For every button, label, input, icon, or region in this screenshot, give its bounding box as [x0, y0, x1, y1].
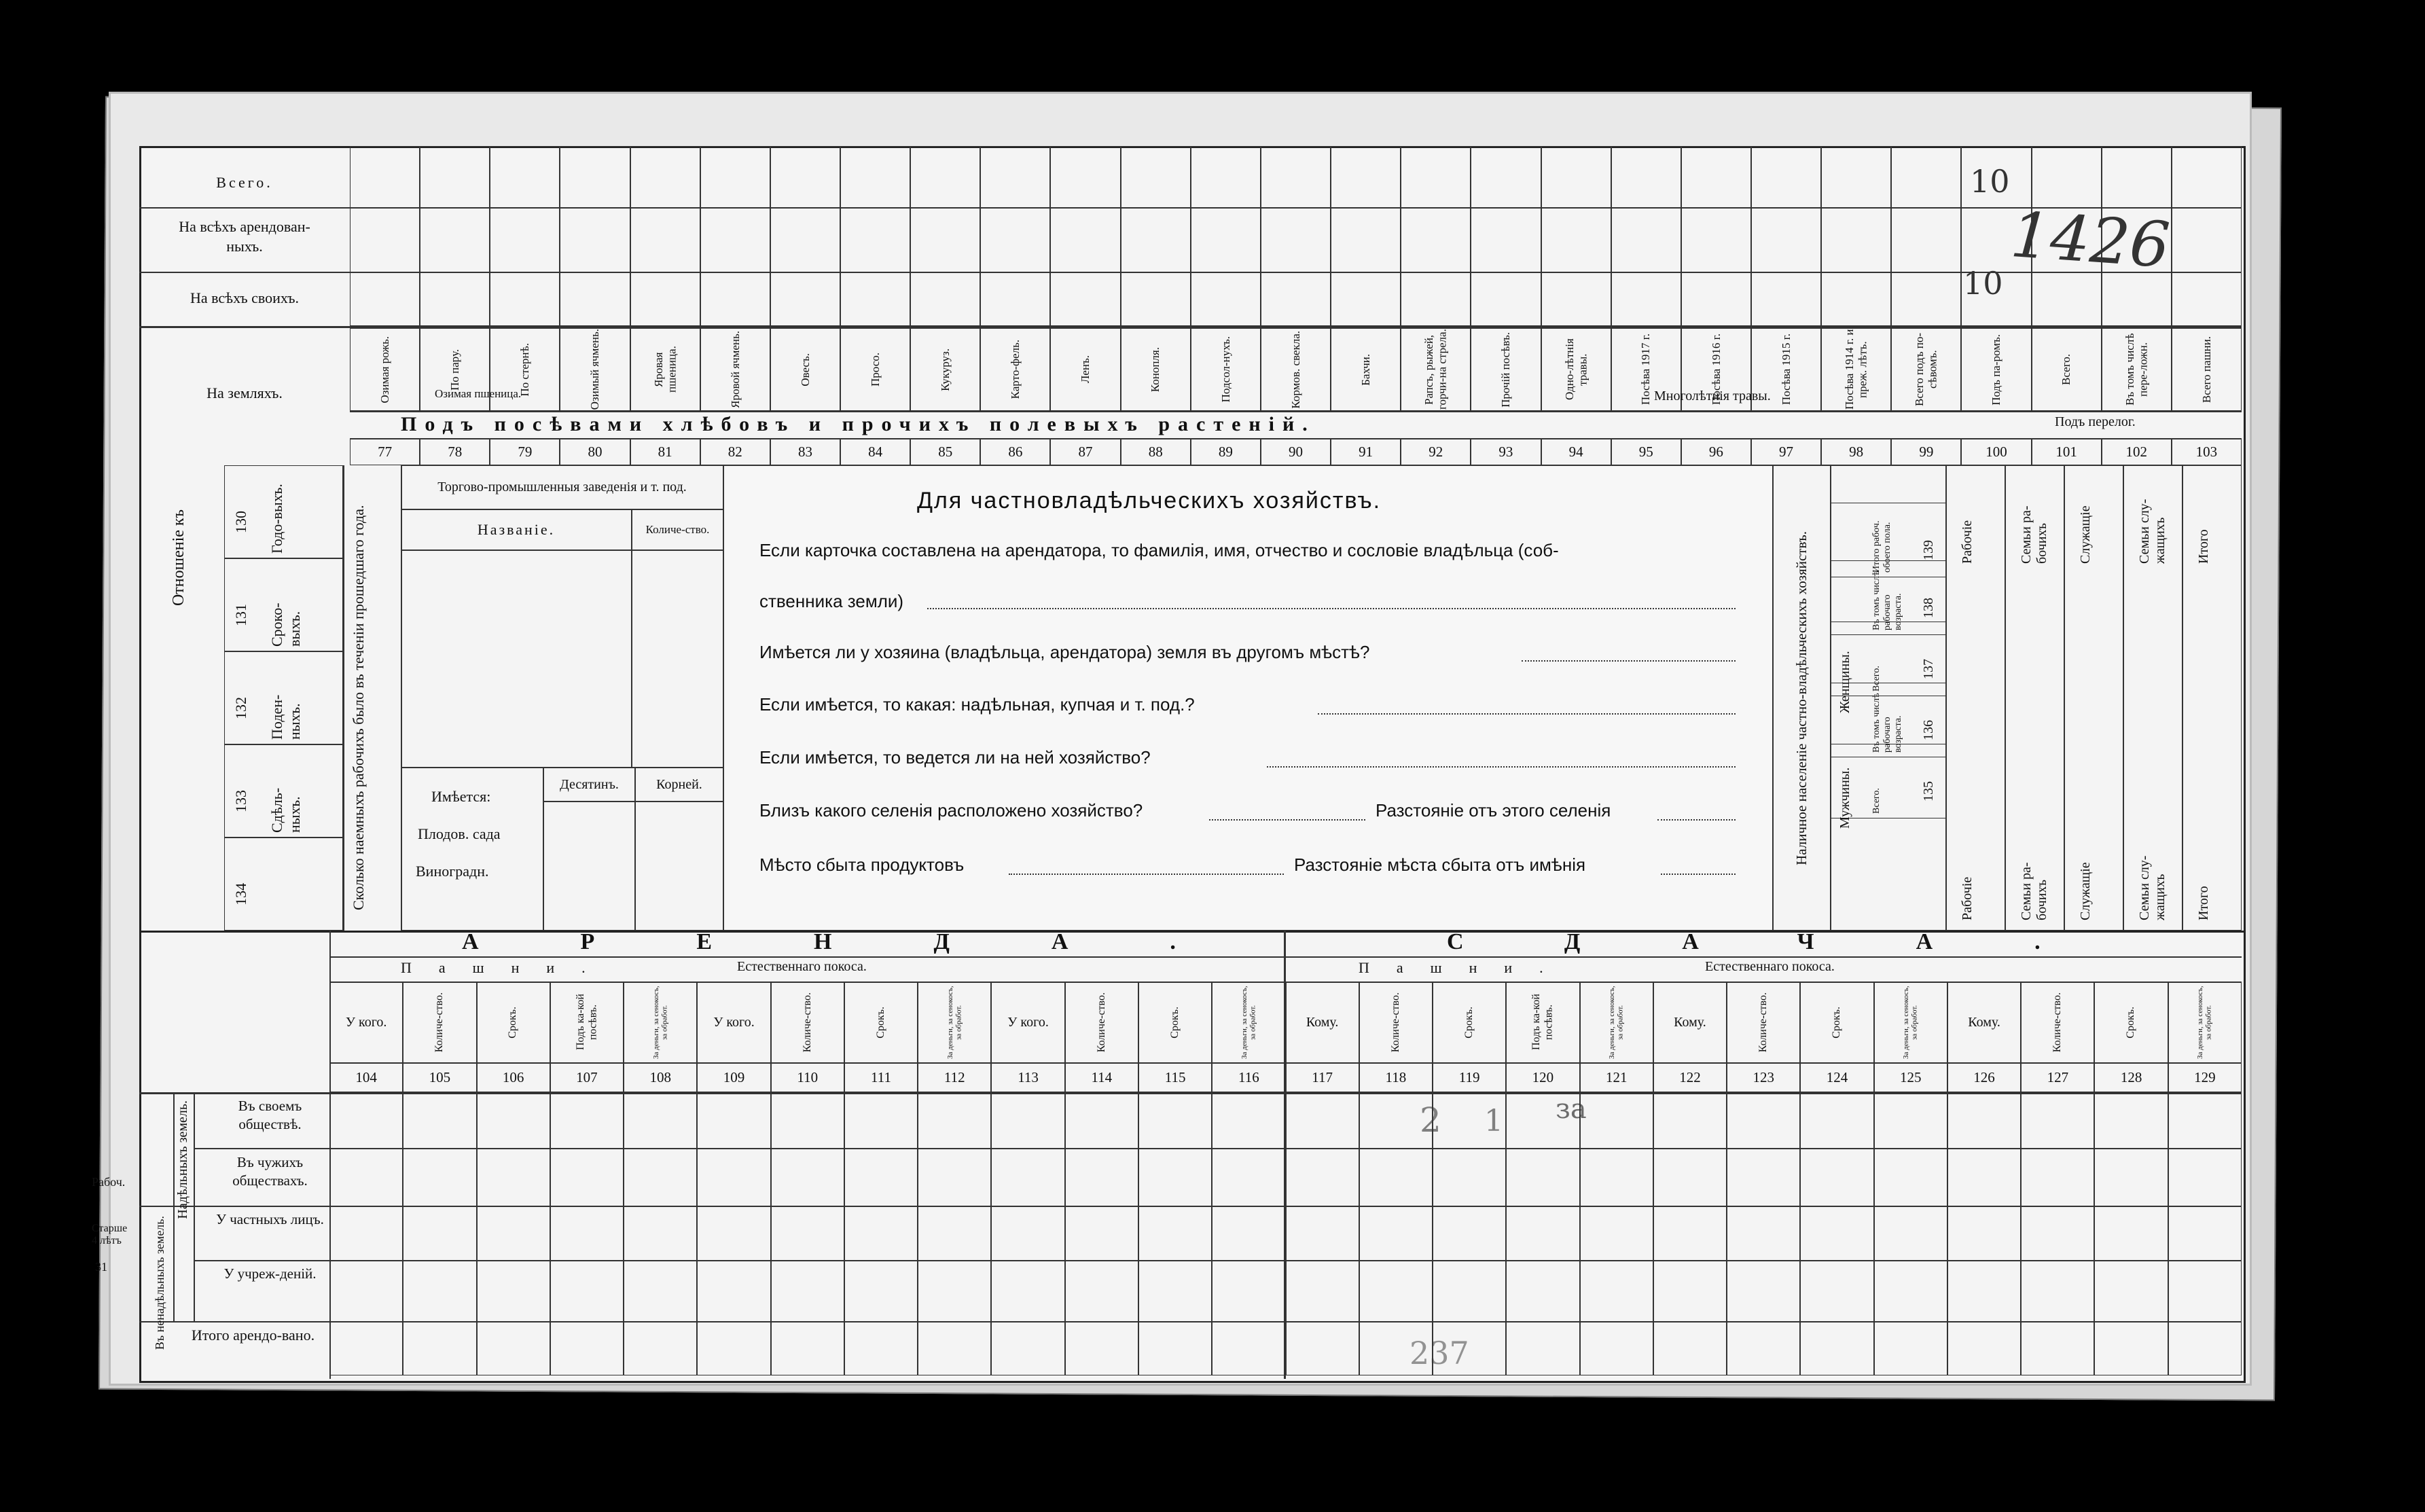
question-3: Если имѣется, то какая: надѣльная, купчая и т. под.? [759, 694, 1195, 715]
top-col-number-24: 100 [1961, 438, 2031, 465]
row-label-rented: На всѣхъ арендован- ныхъ. [179, 218, 310, 255]
bottom-col-number-18: 121 [1580, 1063, 1653, 1092]
top-col-number-20: 96 [1681, 438, 1751, 465]
top-col-number-11: 87 [1050, 438, 1120, 465]
bottom-col-header-15 [1359, 982, 1433, 1063]
top-col-number-13: 89 [1191, 438, 1261, 465]
has-label: Имѣется: [431, 788, 491, 805]
bottom-col-header-8 [844, 982, 918, 1063]
bottom-col-header-text: Срокъ. [2125, 1006, 2137, 1039]
bottom-col-number-26: 129 [2168, 1063, 2242, 1092]
bottom-col-number-16: 119 [1433, 1063, 1506, 1092]
bottom-col-header-text: Подъ ка-кой посѣвъ. [574, 994, 598, 1051]
bottom-col-header-text: Количе-ство. [1095, 992, 1107, 1053]
sowing-banner: Подъ посѣвами хлѣбовъ и прочихъ полевыхъ растеній. [401, 413, 1316, 435]
side-note-c: 31 [95, 1260, 107, 1274]
top-col-cell-20 [1681, 146, 1751, 326]
answer-line-3[interactable] [1318, 713, 1736, 715]
bottom-col-number-3: 106 [477, 1063, 550, 1092]
relation-label-4: Сдѣль-ныхъ. [268, 787, 303, 833]
bottom-col-header-17 [1506, 982, 1579, 1063]
top-col-header-15 [1331, 328, 1401, 411]
bottom-col-header-text: У кого. [713, 1014, 755, 1030]
top-col-header-text: Озимая рожь. [378, 336, 391, 403]
top-col-number-3: 79 [490, 438, 560, 465]
top-col-cell-13 [1191, 146, 1261, 326]
right-col-top-label-5: Итого [2196, 529, 2211, 564]
top-col-header-text: Яровая пшеница. [651, 346, 679, 393]
top-col-cell-17 [1471, 146, 1541, 326]
top-col-header-9 [910, 328, 980, 411]
bottom-col-header-text: За деньги, за сенокосъ, за обработ. [1608, 986, 1625, 1059]
bottom-col-number-4: 107 [550, 1063, 624, 1092]
pop-label-3: Всего. [1871, 666, 1882, 691]
question-6b: Разстояніе мѣста сбыта отъ имѣнія [1294, 854, 1586, 875]
orchard-label: Плодов. сада [418, 825, 501, 842]
arenda-pashni: Пашни. [401, 959, 613, 976]
top-col-number-6: 82 [700, 438, 770, 465]
top-col-header-text: Всего. [2060, 354, 2073, 385]
bottom-col-number-10: 113 [991, 1063, 1064, 1092]
top-col-number-27: 103 [2172, 438, 2242, 465]
top-col-number-23: 99 [1891, 438, 1961, 465]
top-col-cell-11 [1050, 146, 1120, 326]
top-col-header-10 [980, 328, 1050, 411]
nadel-label: Надѣльныхъ земель. [175, 1100, 190, 1219]
top-col-header-25 [2032, 328, 2102, 411]
bottom-col-number-19: 122 [1653, 1063, 1727, 1092]
top-col-number-2: 78 [420, 438, 490, 465]
top-col-cell-7 [770, 146, 840, 326]
bottom-col-header-text: Количе-ство. [433, 992, 446, 1053]
top-col-header-4 [560, 328, 630, 411]
top-col-number-9: 85 [910, 438, 980, 465]
bottom-col-header-4 [550, 982, 624, 1063]
top-col-header-text: По пару. [448, 348, 461, 391]
right-col-top-label-3: Служащіе [2078, 505, 2093, 564]
bottom-row-other-communities: Въ чужихъ обществахъ. [232, 1154, 308, 1189]
handwritten-mark-c: 237 [1409, 1335, 1469, 1371]
top-col-header-text: Всего пашни. [2199, 336, 2213, 403]
top-col-header-5 [630, 328, 700, 411]
bottom-col-number-1: 104 [329, 1063, 403, 1092]
top-col-header-13 [1191, 328, 1261, 411]
bottom-col-header-text: За деньги, за сенокосъ, за обработ. [1240, 986, 1257, 1059]
arenda-title: АРЕНДА. [462, 929, 1278, 954]
top-col-number-18: 94 [1541, 438, 1611, 465]
top-col-cell-3 [490, 146, 560, 326]
bottom-col-header-13 [1212, 982, 1285, 1063]
row-label-total: Всего. [216, 174, 273, 191]
bottom-col-header-7 [771, 982, 844, 1063]
top-col-header-24 [1961, 328, 2031, 411]
top-col-number-8: 84 [840, 438, 910, 465]
top-col-cell-23 [1891, 146, 1961, 326]
right-col-bottom-label-4: Семьи слу-жащихъ [2137, 855, 2168, 920]
top-col-cell-8 [840, 146, 910, 326]
top-col-header-text: Овесъ. [798, 353, 812, 386]
bottom-col-header-text: Срокъ. [1168, 1006, 1181, 1039]
bottom-col-header-25 [2094, 982, 2168, 1063]
dessiatin-header: Десятинъ. [543, 768, 635, 802]
handwritten-mark-a: 10 [1970, 163, 2010, 200]
handwritten-mark-e: 1 [1484, 1104, 1503, 1138]
top-col-header-23 [1891, 328, 1961, 411]
right-col-bottom-label-1: Рабочіе [1960, 876, 1975, 920]
bottom-col-header-text: Срокъ. [1462, 1006, 1475, 1039]
pop-label-4: Въ томъ числѣ рабочаго возраста. [1871, 571, 1903, 630]
bottom-col-header-text: Кому. [1968, 1014, 2000, 1030]
answer-line-4[interactable] [1267, 766, 1736, 768]
row-label-own: На всѣхъ своихъ. [190, 289, 299, 306]
bottom-col-header-22 [1874, 982, 1947, 1063]
top-col-header-text: Карто-фель. [1009, 340, 1022, 399]
pop-number-1: 135 [1921, 781, 1936, 802]
top-col-number-4: 80 [560, 438, 630, 465]
top-col-number-26: 102 [2102, 438, 2172, 465]
bottom-col-number-20: 123 [1727, 1063, 1800, 1092]
top-col-number-14: 90 [1261, 438, 1331, 465]
trade-name-header: Названіе. [401, 509, 632, 550]
question-1b: ственника земли) [759, 591, 904, 611]
bottom-col-number-22: 125 [1874, 1063, 1947, 1092]
top-col-header-text: По стернѣ. [518, 342, 532, 397]
relation-number-4: 133 [232, 790, 249, 812]
right-col-bottom-label-5: Итого [2196, 886, 2211, 920]
bottom-col-header-text: Количе-ство. [2051, 992, 2064, 1053]
top-col-cell-12 [1121, 146, 1191, 326]
bottom-col-number-9: 112 [918, 1063, 991, 1092]
bottom-row-total-rented: Итого арендо-вано. [191, 1327, 315, 1344]
bottom-row-private-persons: У частныхъ лицъ. [216, 1211, 324, 1227]
top-col-header-12 [1121, 328, 1191, 411]
bottom-col-header-text: Количе-ство. [801, 992, 813, 1053]
top-col-number-25: 101 [2032, 438, 2102, 465]
top-col-header-text: Кормов. свекла. [1289, 330, 1302, 409]
top-col-number-5: 81 [630, 438, 700, 465]
top-col-cell-10 [980, 146, 1050, 326]
top-col-number-19: 95 [1611, 438, 1681, 465]
top-col-header-text: Въ томъ числѣ пере-ложн. [2123, 333, 2150, 406]
top-col-header-text: Посѣва 1914 г. и преж. лѣтъ. [1843, 329, 1869, 410]
top-col-cell-19 [1611, 146, 1681, 326]
bottom-col-header-2 [403, 982, 476, 1063]
pop-number-5: 139 [1921, 540, 1936, 560]
handwritten-mark-f: за [1556, 1094, 1587, 1125]
sdacha-title: СДАЧА. [1447, 929, 2142, 954]
bottom-col-header-text: Подъ ка-кой посѣвъ. [1530, 994, 1555, 1051]
top-col-header-7 [770, 328, 840, 411]
question-5b: Разстояніе отъ этого селенія [1376, 800, 1611, 821]
top-col-number-17: 93 [1471, 438, 1541, 465]
bottom-col-header-16 [1433, 982, 1506, 1063]
relation-label-1: Годо-выхъ. [268, 484, 285, 554]
top-col-number-7: 83 [770, 438, 840, 465]
top-col-number-1: 77 [350, 438, 420, 465]
population-label-cell [1773, 465, 1831, 931]
wheat-group-label: Озимая пшеница. [435, 387, 522, 400]
top-col-header-17 [1471, 328, 1541, 411]
bottom-col-header-text: Количе-ство. [1389, 992, 1401, 1053]
top-col-header-6 [700, 328, 770, 411]
bottom-col-number-24: 127 [2021, 1063, 2094, 1092]
top-col-header-16 [1401, 328, 1471, 411]
bottom-col-number-25: 128 [2094, 1063, 2168, 1092]
question-4: Если имѣется, то ведется ли на ней хозяйство? [759, 747, 1151, 768]
bottom-col-number-14: 117 [1286, 1063, 1359, 1092]
top-col-header-1 [350, 328, 420, 411]
handwritten-card-number: 1426 [2008, 198, 2172, 283]
bottom-col-number-12: 115 [1138, 1063, 1212, 1092]
right-col-top-label-4: Семьи слу-жащихъ [2137, 499, 2168, 564]
bottom-col-header-18 [1580, 982, 1653, 1063]
top-col-number-12: 88 [1121, 438, 1191, 465]
top-col-header-22 [1821, 328, 1891, 411]
top-col-header-text: Подъ па-ромъ. [1990, 334, 2003, 406]
bottom-col-header-1 [329, 982, 403, 1063]
bottom-col-header-26 [2168, 982, 2242, 1063]
top-col-number-16: 92 [1401, 438, 1471, 465]
top-col-header-text: Прочій посѣвъ. [1499, 331, 1513, 408]
bottom-col-header-text: За деньги, за сенокосъ, за обработ. [651, 986, 669, 1059]
bottom-col-header-10 [991, 982, 1064, 1063]
bottom-col-header-20 [1727, 982, 1800, 1063]
trade-header: Торгово-промышленныя заведенія и т. под. [401, 465, 723, 509]
population-label: Наличное населеніе частно-владѣльческихъ хозяйствъ. [1793, 530, 1810, 865]
bottom-col-header-21 [1800, 982, 1873, 1063]
top-col-header-26 [2102, 328, 2172, 411]
top-col-cell-9 [910, 146, 980, 326]
arenda-pokos: Естественнаго покоса. [737, 959, 867, 974]
bottom-col-header-text: У кого. [1007, 1014, 1049, 1030]
bottom-col-header-23 [1947, 982, 2021, 1063]
top-col-header-text: Кукуруз. [938, 348, 952, 391]
bottom-col-header-19 [1653, 982, 1727, 1063]
perennial-group-label: Многолѣтнія травы. [1654, 389, 1771, 403]
top-col-cell-6 [700, 146, 770, 326]
side-note-a: Рабоч. [92, 1175, 126, 1189]
bottom-row-institutions: У учреж-деній. [223, 1265, 317, 1282]
top-col-header-text: Яровой ячмень. [728, 331, 742, 408]
bottom-col-header-text: За деньги, за сенокосъ, за обработ. [1902, 986, 1919, 1059]
pop-women-label: Женщины. [1837, 651, 1852, 713]
right-col-top-label-2: Семьи ра-бочихъ [2019, 505, 2049, 564]
trade-qty-header: Количе-ство. [632, 509, 723, 550]
bottom-col-number-6: 109 [697, 1063, 770, 1092]
relation-number-1: 130 [232, 511, 249, 533]
sdacha-pashni: Пашни. [1359, 959, 1570, 976]
bottom-col-header-11 [1065, 982, 1138, 1063]
roots-header: Корней. [635, 768, 723, 802]
pop-number-2: 136 [1921, 720, 1936, 740]
bottom-col-header-6 [697, 982, 770, 1063]
bottom-col-header-text: Срокъ. [1831, 1006, 1843, 1039]
fallow-group-label: Подъ перелог. [2055, 414, 2136, 429]
relation-label-3: Поден-ныхъ. [268, 694, 303, 740]
relation-number-3: 132 [232, 697, 249, 719]
top-col-header-14 [1261, 328, 1331, 411]
answer-line-6a[interactable] [1009, 874, 1284, 875]
bottom-col-header-text: Срокъ. [507, 1006, 519, 1039]
bottom-col-header-text: Кому. [1674, 1014, 1706, 1030]
pop-label-1: Всего. [1871, 788, 1882, 814]
answer-line-2[interactable] [1522, 660, 1736, 662]
top-col-number-10: 86 [980, 438, 1050, 465]
top-col-header-text: Одно-лѣтнія травы. [1562, 338, 1589, 401]
pop-label-5: Итого рабоч. обоего пола. [1871, 520, 1892, 573]
top-col-cell-1 [350, 146, 420, 326]
bottom-col-header-3 [477, 982, 550, 1063]
private-estates-title: Для частновладѣльческихъ хозяйствъ. [917, 488, 1382, 514]
vineyard-label: Виноградн. [416, 863, 489, 880]
top-col-cell-14 [1261, 146, 1331, 326]
answer-line-6b[interactable] [1661, 874, 1736, 875]
row-label-lands: На земляхъ. [206, 384, 283, 401]
top-col-header-11 [1050, 328, 1120, 411]
answer-line-5b[interactable] [1657, 819, 1736, 821]
roots-body [635, 802, 723, 931]
right-col-bottom-label-3: Служащіе [2078, 862, 2093, 920]
top-col-header-27 [2172, 328, 2242, 411]
pop-label-2: Въ томъ числѣ рабочаго возраста. [1871, 693, 1903, 753]
bottom-col-header-text: У кого. [345, 1014, 387, 1030]
question-6a: Мѣсто сбыта продуктовъ [759, 854, 965, 875]
top-col-header-text: Подсол-нухъ. [1219, 336, 1232, 403]
top-col-header-text: Посѣва 1916 г. [1709, 334, 1723, 406]
top-col-header-text: Ленъ. [1079, 355, 1092, 384]
bottom-col-header-24 [2021, 982, 2094, 1063]
top-col-cell-2 [420, 146, 490, 326]
top-col-header-text: Конопля. [1149, 346, 1162, 393]
top-col-number-22: 98 [1821, 438, 1891, 465]
workers-label: Сколько наемныхъ рабочихъ было въ теченіи прошедшаго года. [350, 505, 367, 910]
right-col-top-label-1: Рабочіе [1960, 520, 1975, 564]
bottom-col-header-text: Кому. [1306, 1014, 1339, 1030]
bottom-col-header-9 [918, 982, 991, 1063]
handwritten-mark-d: 2 [1420, 1100, 1441, 1140]
side-note-b: Старше 4 лѣтъ [92, 1223, 128, 1246]
answer-line-1[interactable] [927, 608, 1736, 609]
nenadel-label: Въ ненадѣльныхъ земель. [153, 1216, 166, 1350]
bottom-col-number-7: 110 [771, 1063, 844, 1092]
top-col-cell-16 [1401, 146, 1471, 326]
bottom-col-number-23: 126 [1947, 1063, 2021, 1092]
top-col-header-text: Всего подъ по-сѣвомъ. [1913, 333, 1939, 406]
relation-number-5: 134 [232, 883, 249, 905]
trade-qty-body [632, 550, 723, 768]
bottom-col-number-21: 124 [1800, 1063, 1873, 1092]
sdacha-pokos: Естественнаго покоса. [1705, 959, 1835, 974]
trade-body [401, 550, 632, 768]
top-col-cell-4 [560, 146, 630, 326]
bottom-col-number-8: 111 [844, 1063, 918, 1092]
top-col-number-21: 97 [1751, 438, 1821, 465]
top-col-cell-27 [2172, 146, 2242, 326]
bottom-col-number-13: 116 [1212, 1063, 1285, 1092]
top-col-header-18 [1541, 328, 1611, 411]
dessiatin-body [543, 802, 635, 931]
bottom-col-number-15: 118 [1359, 1063, 1433, 1092]
bottom-col-header-12 [1138, 982, 1212, 1063]
bottom-col-number-17: 120 [1506, 1063, 1579, 1092]
top-col-header-text: Посѣва 1917 г. [1639, 334, 1653, 406]
top-col-header-text: Посѣва 1915 г. [1779, 334, 1793, 406]
bottom-col-number-2: 105 [403, 1063, 476, 1092]
question-2: Имѣется ли у хозяина (владѣльца, арендатора) земля въ другомъ мѣстѣ? [759, 642, 1370, 662]
top-col-cell-18 [1541, 146, 1611, 326]
top-col-header-text: Озимый ячмень. [588, 329, 602, 410]
relation-number-2: 131 [232, 604, 249, 626]
bottom-col-header-text: Количе-ство. [1757, 992, 1770, 1053]
bottom-col-header-text: Срокъ. [874, 1006, 886, 1039]
bottom-col-number-11: 114 [1065, 1063, 1138, 1092]
handwritten-mark-b: 10 [1963, 265, 2003, 302]
top-col-header-text: Просо. [868, 353, 882, 386]
question-5a: Близъ какого селенія расположено хозяйство? [759, 800, 1143, 821]
top-col-header-text: Бахчи. [1359, 353, 1372, 386]
bottom-col-header-text: За деньги, за сенокосъ, за обработ. [2196, 986, 2213, 1059]
bottom-col-number-5: 108 [624, 1063, 697, 1092]
top-col-header-8 [840, 328, 910, 411]
question-1: Если карточка составлена на арендатора, то фамилія, имя, отчество и сословіе владѣльца (соб- [759, 540, 1559, 560]
top-col-cell-22 [1821, 146, 1891, 326]
top-col-cell-21 [1751, 146, 1821, 326]
pop-number-3: 137 [1921, 659, 1936, 679]
top-col-cell-15 [1331, 146, 1401, 326]
top-col-cell-5 [630, 146, 700, 326]
relation-label: Отношеніе къ [170, 509, 187, 607]
top-col-number-15: 91 [1331, 438, 1401, 465]
bottom-row-own-community: Въ своемъ обществѣ. [238, 1098, 302, 1133]
pop-number-4: 138 [1921, 598, 1936, 618]
bottom-col-header-text: За деньги, за сенокосъ, за обработ. [946, 986, 963, 1059]
relation-label-2: Сроко-выхъ. [268, 602, 303, 647]
pop-men-label: Мужчины. [1837, 767, 1852, 829]
right-col-bottom-label-2: Семьи ра-бочихъ [2019, 862, 2049, 920]
bottom-col-header-14 [1286, 982, 1359, 1063]
answer-line-5a[interactable] [1209, 819, 1365, 821]
top-col-header-text: Рапсъ, рыжей, горчи-на стрела. [1422, 329, 1449, 410]
bottom-col-header-5 [624, 982, 697, 1063]
